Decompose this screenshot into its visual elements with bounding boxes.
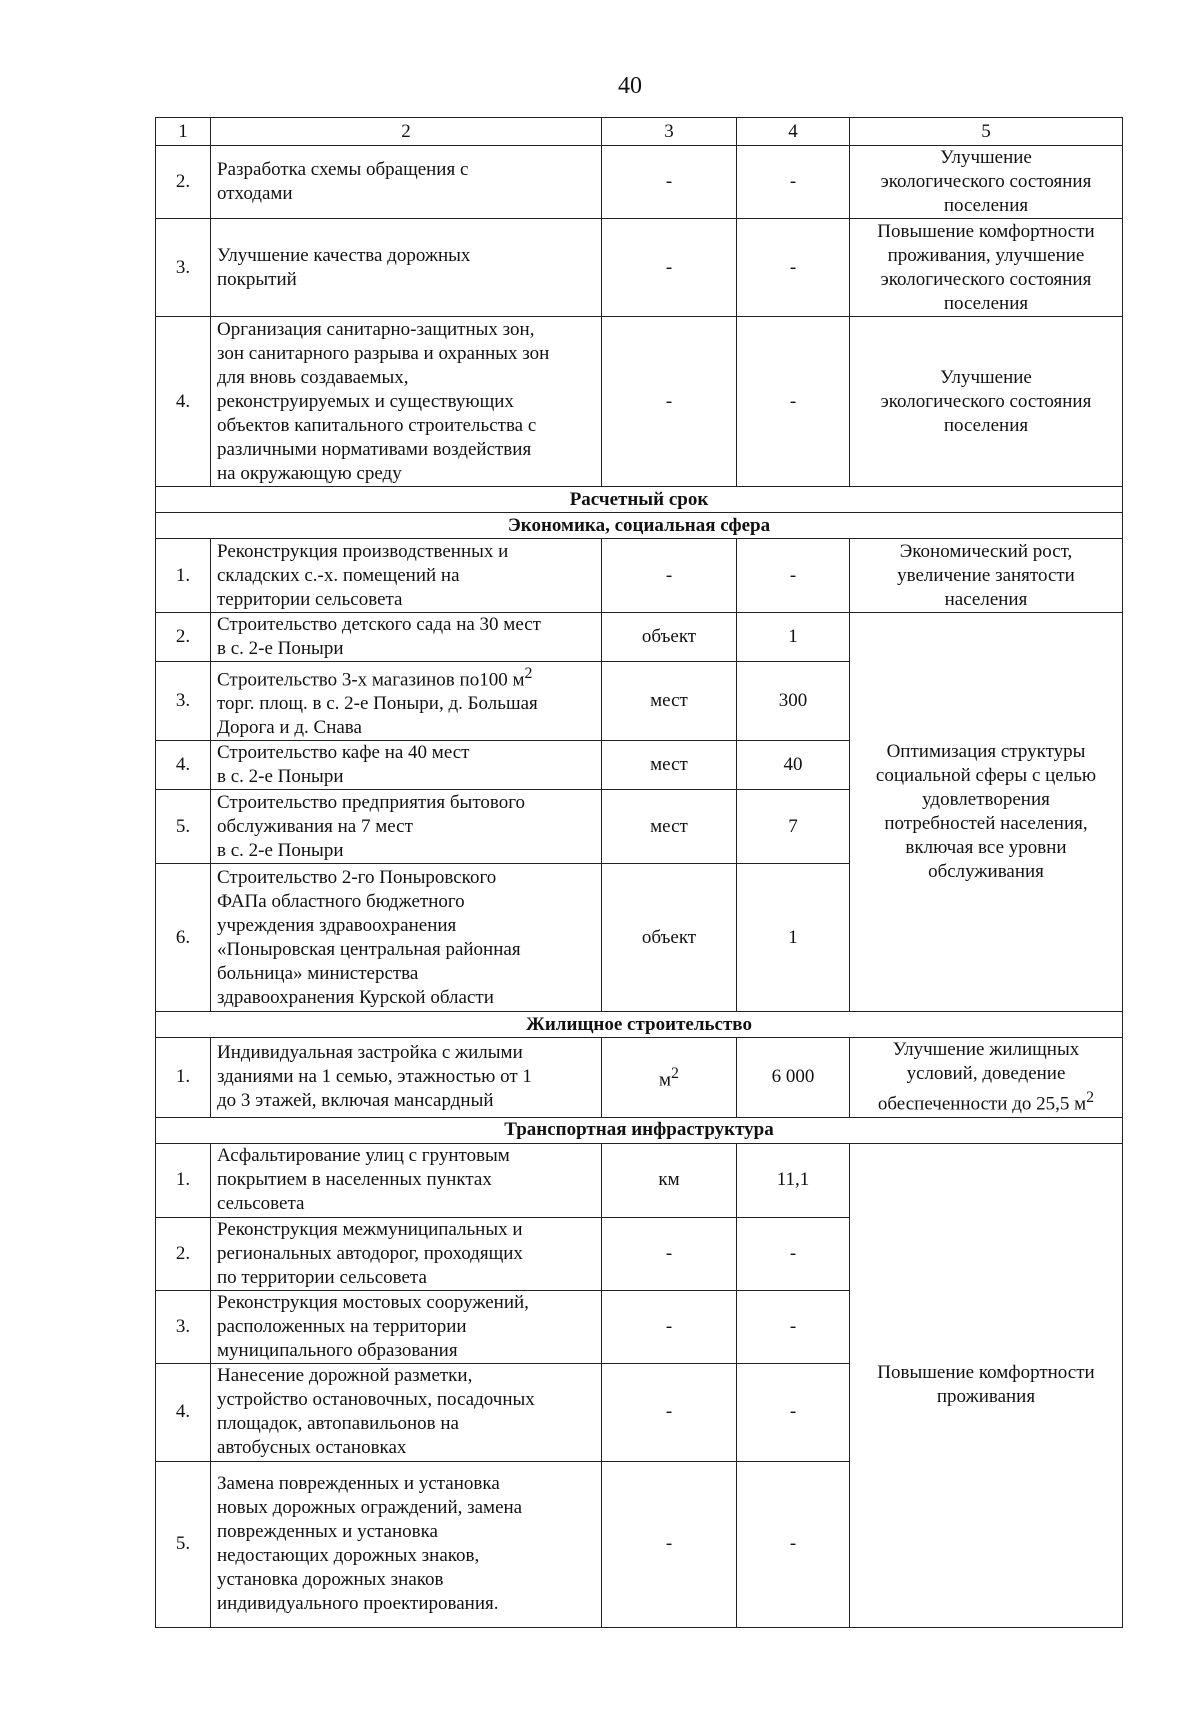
row-number: 3. — [156, 219, 211, 317]
unit-cell: - — [602, 1461, 737, 1627]
row-number: 1. — [156, 539, 211, 613]
row-number: 1. — [156, 1038, 211, 1117]
unit-text: м — [659, 1069, 672, 1091]
table-row — [156, 539, 1123, 613]
column-number: 1 — [156, 118, 211, 146]
activity-description: Асфальтирование улиц с грунтовым покрытием в населенных пунктах сельсовета — [211, 1143, 602, 1217]
row-number: 3. — [156, 1290, 211, 1363]
effect-cell: Экономический рост, увеличение занятости населения — [850, 539, 1123, 613]
table-row — [156, 1038, 1123, 1117]
description-text: Строительство 3-х магазинов по100 м — [217, 669, 525, 691]
quantity-cell: 1 — [737, 613, 850, 662]
activity-description: Улучшение качества дорожных покрытий — [211, 219, 602, 317]
activity-description: Реконструкция производственных и складских с.-х. помещений на территории сельсовета — [211, 539, 602, 613]
column-number: 5 — [850, 118, 1123, 146]
period-heading-row — [156, 487, 1123, 513]
superscript: 2 — [671, 1065, 679, 1083]
row-number: 1. — [156, 1143, 211, 1217]
row-number: 2. — [156, 613, 211, 662]
quantity-cell: 300 — [737, 662, 850, 741]
activity-description: Разработка схемы обращения с отходами — [211, 146, 602, 219]
unit-cell: - — [602, 539, 737, 613]
effect-text: Улучшение жилищных условий, доведение обеспеченности до 25,5 м — [877, 1039, 1087, 1115]
quantity-cell: 1 — [737, 864, 850, 1012]
row-number: 2. — [156, 146, 211, 219]
activity-description: Реконструкция межмуниципальных и региональных автодорог, проходящих по территории сельсовета — [211, 1217, 602, 1290]
column-number: 2 — [211, 118, 602, 146]
activity-description: Организация санитарно-защитных зон, зон санитарного разрыва и охранных зон для вновь создаваемых, реконструируемых и существующих объектов капитального строительства с различными нормативами воздействия на окружающую среду — [211, 317, 602, 487]
row-number: 3. — [156, 662, 211, 741]
row-number: 4. — [156, 1363, 211, 1461]
activity-description: Строительство 2-го Поныровского ФАПа областного бюджетного учреждения здравоохранения «Поныровская центральная районная больница» министерства здравоохранения Курской области — [211, 864, 602, 1012]
activity-description: Реконструкция мостовых сооружений, расположенных на территории муниципального образования — [211, 1290, 602, 1363]
quantity-cell: - — [737, 146, 850, 219]
row-number: 5. — [156, 790, 211, 864]
effect-cell — [850, 1038, 1123, 1117]
shared-effect-cell: Повышение комфортности проживания — [850, 1143, 1123, 1627]
unit-cell: мест — [602, 662, 737, 741]
section-heading-row — [156, 1012, 1123, 1038]
table-row — [156, 613, 1123, 662]
quantity-cell: - — [737, 1461, 850, 1627]
table-row — [156, 1143, 1123, 1217]
column-number: 4 — [737, 118, 850, 146]
unit-cell — [602, 1038, 737, 1117]
unit-cell: - — [602, 1363, 737, 1461]
table-row — [156, 317, 1123, 487]
row-number: 4. — [156, 741, 211, 790]
table-row — [156, 219, 1123, 317]
activity-description: Строительство кафе на 40 мест в с. 2-е Поныри — [211, 741, 602, 790]
quantity-cell: 40 — [737, 741, 850, 790]
superscript: 2 — [1086, 1089, 1095, 1107]
row-number: 4. — [156, 317, 211, 487]
unit-cell: мест — [602, 741, 737, 790]
activity-description: Замена поврежденных и установка новых дорожных ограждений, замена поврежденных и установка недостающих дорожных знаков, установка дорожных знаков индивидуального проектирования. — [211, 1461, 602, 1627]
section-heading-row — [156, 1117, 1123, 1143]
activity-description: Нанесение дорожной разметки, устройство остановочных, посадочных площадок, автопавильонов на автобусных остановках — [211, 1363, 602, 1461]
section-heading-housing: Жилищное строительство — [156, 1012, 1123, 1038]
activity-description: Строительство детского сада на 30 мест в с. 2-е Поныри — [211, 613, 602, 662]
section-heading-economy: Экономика, социальная сфера — [156, 513, 1123, 539]
effect-cell: Улучшение экологического состояния поселения — [850, 317, 1123, 487]
section-heading-transport: Транспортная инфраструктура — [156, 1117, 1123, 1143]
superscript: 2 — [524, 665, 533, 682]
row-number: 2. — [156, 1217, 211, 1290]
quantity-cell: 6 000 — [737, 1038, 850, 1117]
period-heading: Расчетный срок — [156, 487, 1123, 513]
quantity-cell: - — [737, 317, 850, 487]
effect-cell: Повышение комфортности проживания, улучшение экологического состояния поселения — [850, 219, 1123, 317]
column-numbers-row — [156, 118, 1123, 146]
quantity-cell: - — [737, 219, 850, 317]
quantity-cell: 11,1 — [737, 1143, 850, 1217]
table-row — [156, 146, 1123, 219]
unit-cell: - — [602, 1217, 737, 1290]
page-number: 40 — [618, 73, 642, 99]
unit-cell: км — [602, 1143, 737, 1217]
unit-cell: - — [602, 317, 737, 487]
section-heading-row — [156, 513, 1123, 539]
unit-cell: мест — [602, 790, 737, 864]
activity-description: Индивидуальная застройка с жилыми зданиями на 1 семью, этажностью от 1 до 3 этажей, включая мансардный — [211, 1038, 602, 1117]
description-text: торг. площ. в с. 2-е Поныри, д. Большая Дорога и д. Снава — [217, 693, 538, 739]
unit-cell: объект — [602, 613, 737, 662]
quantity-cell: - — [737, 539, 850, 613]
quantity-cell: 7 — [737, 790, 850, 864]
activity-description: Строительство предприятия бытового обслуживания на 7 мест в с. 2-е Поныри — [211, 790, 602, 864]
unit-cell: объект — [602, 864, 737, 1012]
effect-cell: Улучшение экологического состояния поселения — [850, 146, 1123, 219]
activities-table — [155, 117, 1123, 1628]
unit-cell: - — [602, 219, 737, 317]
quantity-cell: - — [737, 1363, 850, 1461]
shared-effect-cell: Оптимизация структуры социальной сферы с целью удовлетворения потребностей населения, включая все уровни обслуживания — [850, 613, 1123, 1012]
quantity-cell: - — [737, 1290, 850, 1363]
unit-cell: - — [602, 1290, 737, 1363]
column-number: 3 — [602, 118, 737, 146]
activity-description — [211, 662, 602, 741]
row-number: 5. — [156, 1461, 211, 1627]
row-number: 6. — [156, 864, 211, 1012]
quantity-cell: - — [737, 1217, 850, 1290]
unit-cell: - — [602, 146, 737, 219]
